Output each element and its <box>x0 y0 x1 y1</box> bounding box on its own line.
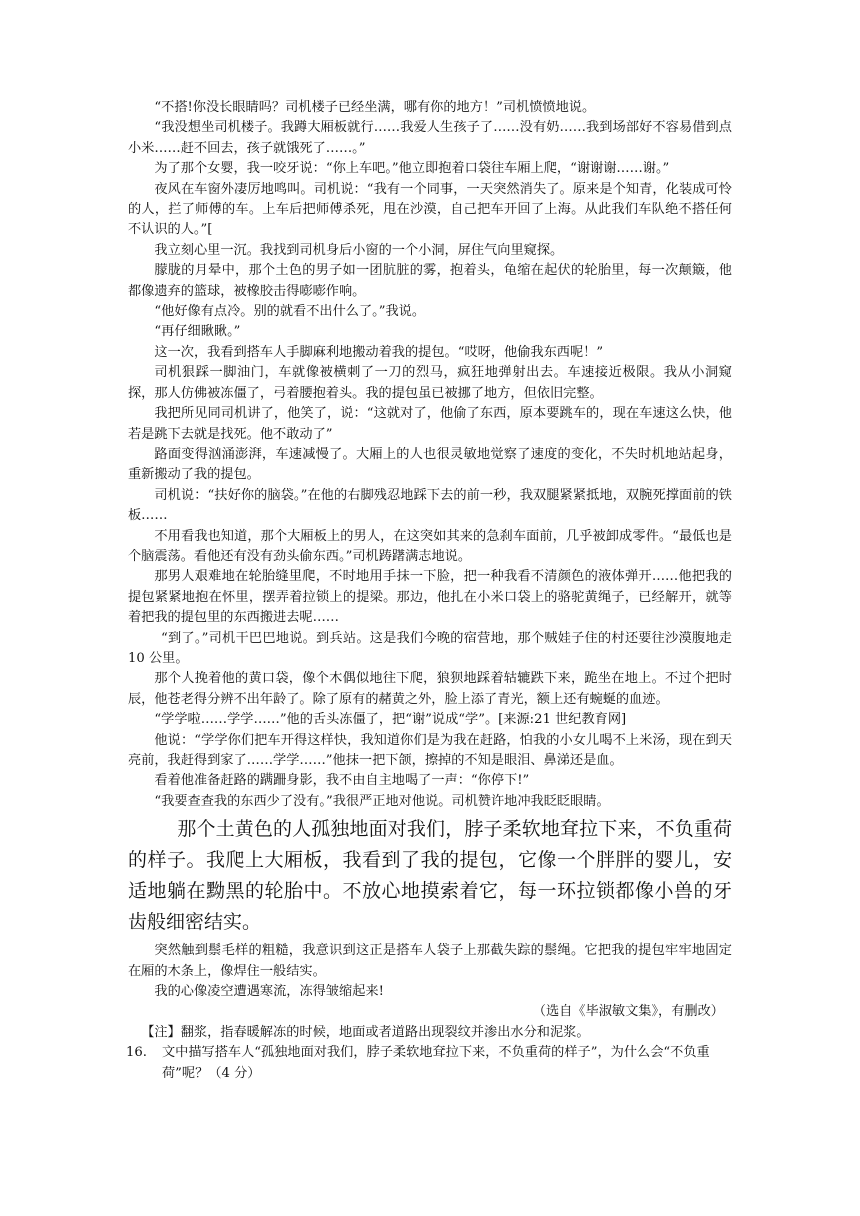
paragraph: 那个人挽着他的黄口袋，像个木偶似地往下爬，狼狈地踩着轱辘跌下来，跪坐在地上。不过个把时辰，他苍老得分辨不出年龄了。除了原有的赭黄之外，脸上添了青光，额上还有蜿蜒的血迹。 <box>128 671 732 707</box>
paragraph: 不用看我也知道，那个大厢板上的男人，在这突如其来的急刹车面前，几乎被卸成零件。“最低也是个脑震荡。看他还有没有劲头偷东西。”司机踌躇满志地说。 <box>128 528 732 564</box>
paragraph-large: 那个土黄色的人孤独地面对我们，脖子柔软地耷拉下来，不负重荷的样子。我爬上大厢板，我看到了我的提包，它像一个胖胖的婴儿，安适地躺在黝黑的轮胎中。不放心地摸索着它，每一环拉锁都像小兽的牙齿般细密结实。 <box>128 818 732 934</box>
paragraph: 他说：“学学你们把车开得这样快，我知道你们是为我在赶路，怕我的小女儿喝不上米汤，现在到天亮前，我赶得到家了……学学……”他抹一把下颌，擦掉的不知是眼泪、鼻涕还是血。 <box>128 732 732 768</box>
paragraph: “不搭!你没长眼睛吗？司机楼子已经坐满，哪有你的地方！”司机愤愤地说。 <box>154 100 596 115</box>
paragraph: 司机狠踩一脚油门，车就像被横刺了一刀的烈马，疯狂地弹射出去。车速接近极限。我从小洞窥探，那人仿佛被冻僵了，弓着腰抱着头。我的提包虽已被挪了地方，但依旧完整。 <box>128 365 732 401</box>
paragraph: “再仔细瞅瞅。” <box>154 324 241 340</box>
paragraph: “学学啦……学学……”他的舌头冻僵了，把“谢”说成“学”。[来源:21 世纪教育网] <box>154 712 627 728</box>
paragraph: 我把所见同司机讲了，他笑了，说：“这就对了，他偷了东西，原本要跳车的，现在车速这么快，他若是跳下去就是找死。他不敢动了” <box>128 406 732 442</box>
paragraph: “我要查查我的东西少了没有。”我很严正地对他说。司机赞许地冲我眨眨眼睛。 <box>154 793 610 809</box>
question-number: 16. <box>126 1045 147 1061</box>
paragraph: 为了那个女婴，我一咬牙说：“你上车吧。”他立即抱着口袋往车厢上爬，“谢谢谢……谢。” <box>154 161 670 177</box>
paragraph: 看着他准备赶路的蹒跚身影，我不由自主地喝了一声：“你停下!” <box>154 773 530 789</box>
document-page <box>128 98 732 1084</box>
question-text: 文中描写搭车人“孤独地面对我们，脖子柔软地耷拉下来，不负重荷的样子”，为什么会“不负重荷”呢？（4 分） <box>162 1045 710 1081</box>
paragraph: 那男人艰难地在轮胎缝里爬，不时地用手抹一下脸，把一种我看不清颜色的液体弹开……他把我的提包紧紧地抱在怀里，摆弄着拉锁上的提梁。那边，他扎在小米口袋上的骆驼黄绳子，已经解开，就等着把我的提包里的东西搬进去呢…… <box>128 569 732 626</box>
paragraph: 司机说：“扶好你的脑袋。”在他的右脚残忍地踩下去的前一秒，我双腿紧紧抵地，双腕死撑面前的铁板…… <box>128 487 732 524</box>
paragraph: “他好像有点冷。别的就看不出什么了。”我说。 <box>154 304 426 320</box>
paragraph: “到了。”司机干巴巴地说。到兵站。这是我们今晚的宿营地，那个贼娃子住的村还要往沙漠腹地走 10 公里。 <box>128 630 732 666</box>
question-16 <box>128 1043 732 1084</box>
paragraph: 这一次，我看到搭车人手脚麻利地搬动着我的提包。“哎呀，他偷我东西呢！” <box>154 344 604 360</box>
paragraph: 夜风在车窗外凄厉地鸣叫。司机说：“我有一个同事，一天突然消失了。原来是个知青，化装成可怜的人，拦了师傅的车。上车后把师傅杀死，甩在沙漠，自己把车开回了上海。从此我们车队绝不搭任何不认识的人。”[ <box>128 181 732 238</box>
footnote: 【注】翻浆，指春暖解冻的时候，地面或者道路出现裂纹并渗出水分和泥浆。 <box>141 1024 590 1040</box>
paragraph: 朦胧的月晕中，那个土色的男子如一团肮脏的雾，抱着头，龟缩在起伏的轮胎里，每一次颠簸，他都像遗弃的篮球，被橡胶击得嘭嘭作响。 <box>128 263 732 299</box>
source-citation: （选自《毕淑敏文集》，有删改） <box>532 1004 724 1020</box>
paragraph: “我没想坐司机楼子。我蹲大厢板就行……我爱人生孩子了……没有奶……我到场部好不容易借到点小米……赶不回去，孩子就饿死了……。” <box>128 120 732 156</box>
paragraph: 路面变得汹涌澎湃，车速减慢了。大厢上的人也很灵敏地觉察了速度的变化，不失时机地站起身，重新搬动了我的提包。 <box>128 446 732 483</box>
paragraph: 突然触到鬃毛样的粗糙，我意识到这正是搭车人袋子上那截失踪的鬃绳。它把我的提包牢牢地固定在厢的木条上，像焊住一般结实。 <box>128 943 732 979</box>
paragraph: 我立刻心里一沉。我找到司机身后小窗的一个小洞，屏住气向里窥探。 <box>154 242 564 258</box>
paragraph: 我的心像凌空遭遇寒流，冻得皱缩起来! <box>154 984 384 1000</box>
